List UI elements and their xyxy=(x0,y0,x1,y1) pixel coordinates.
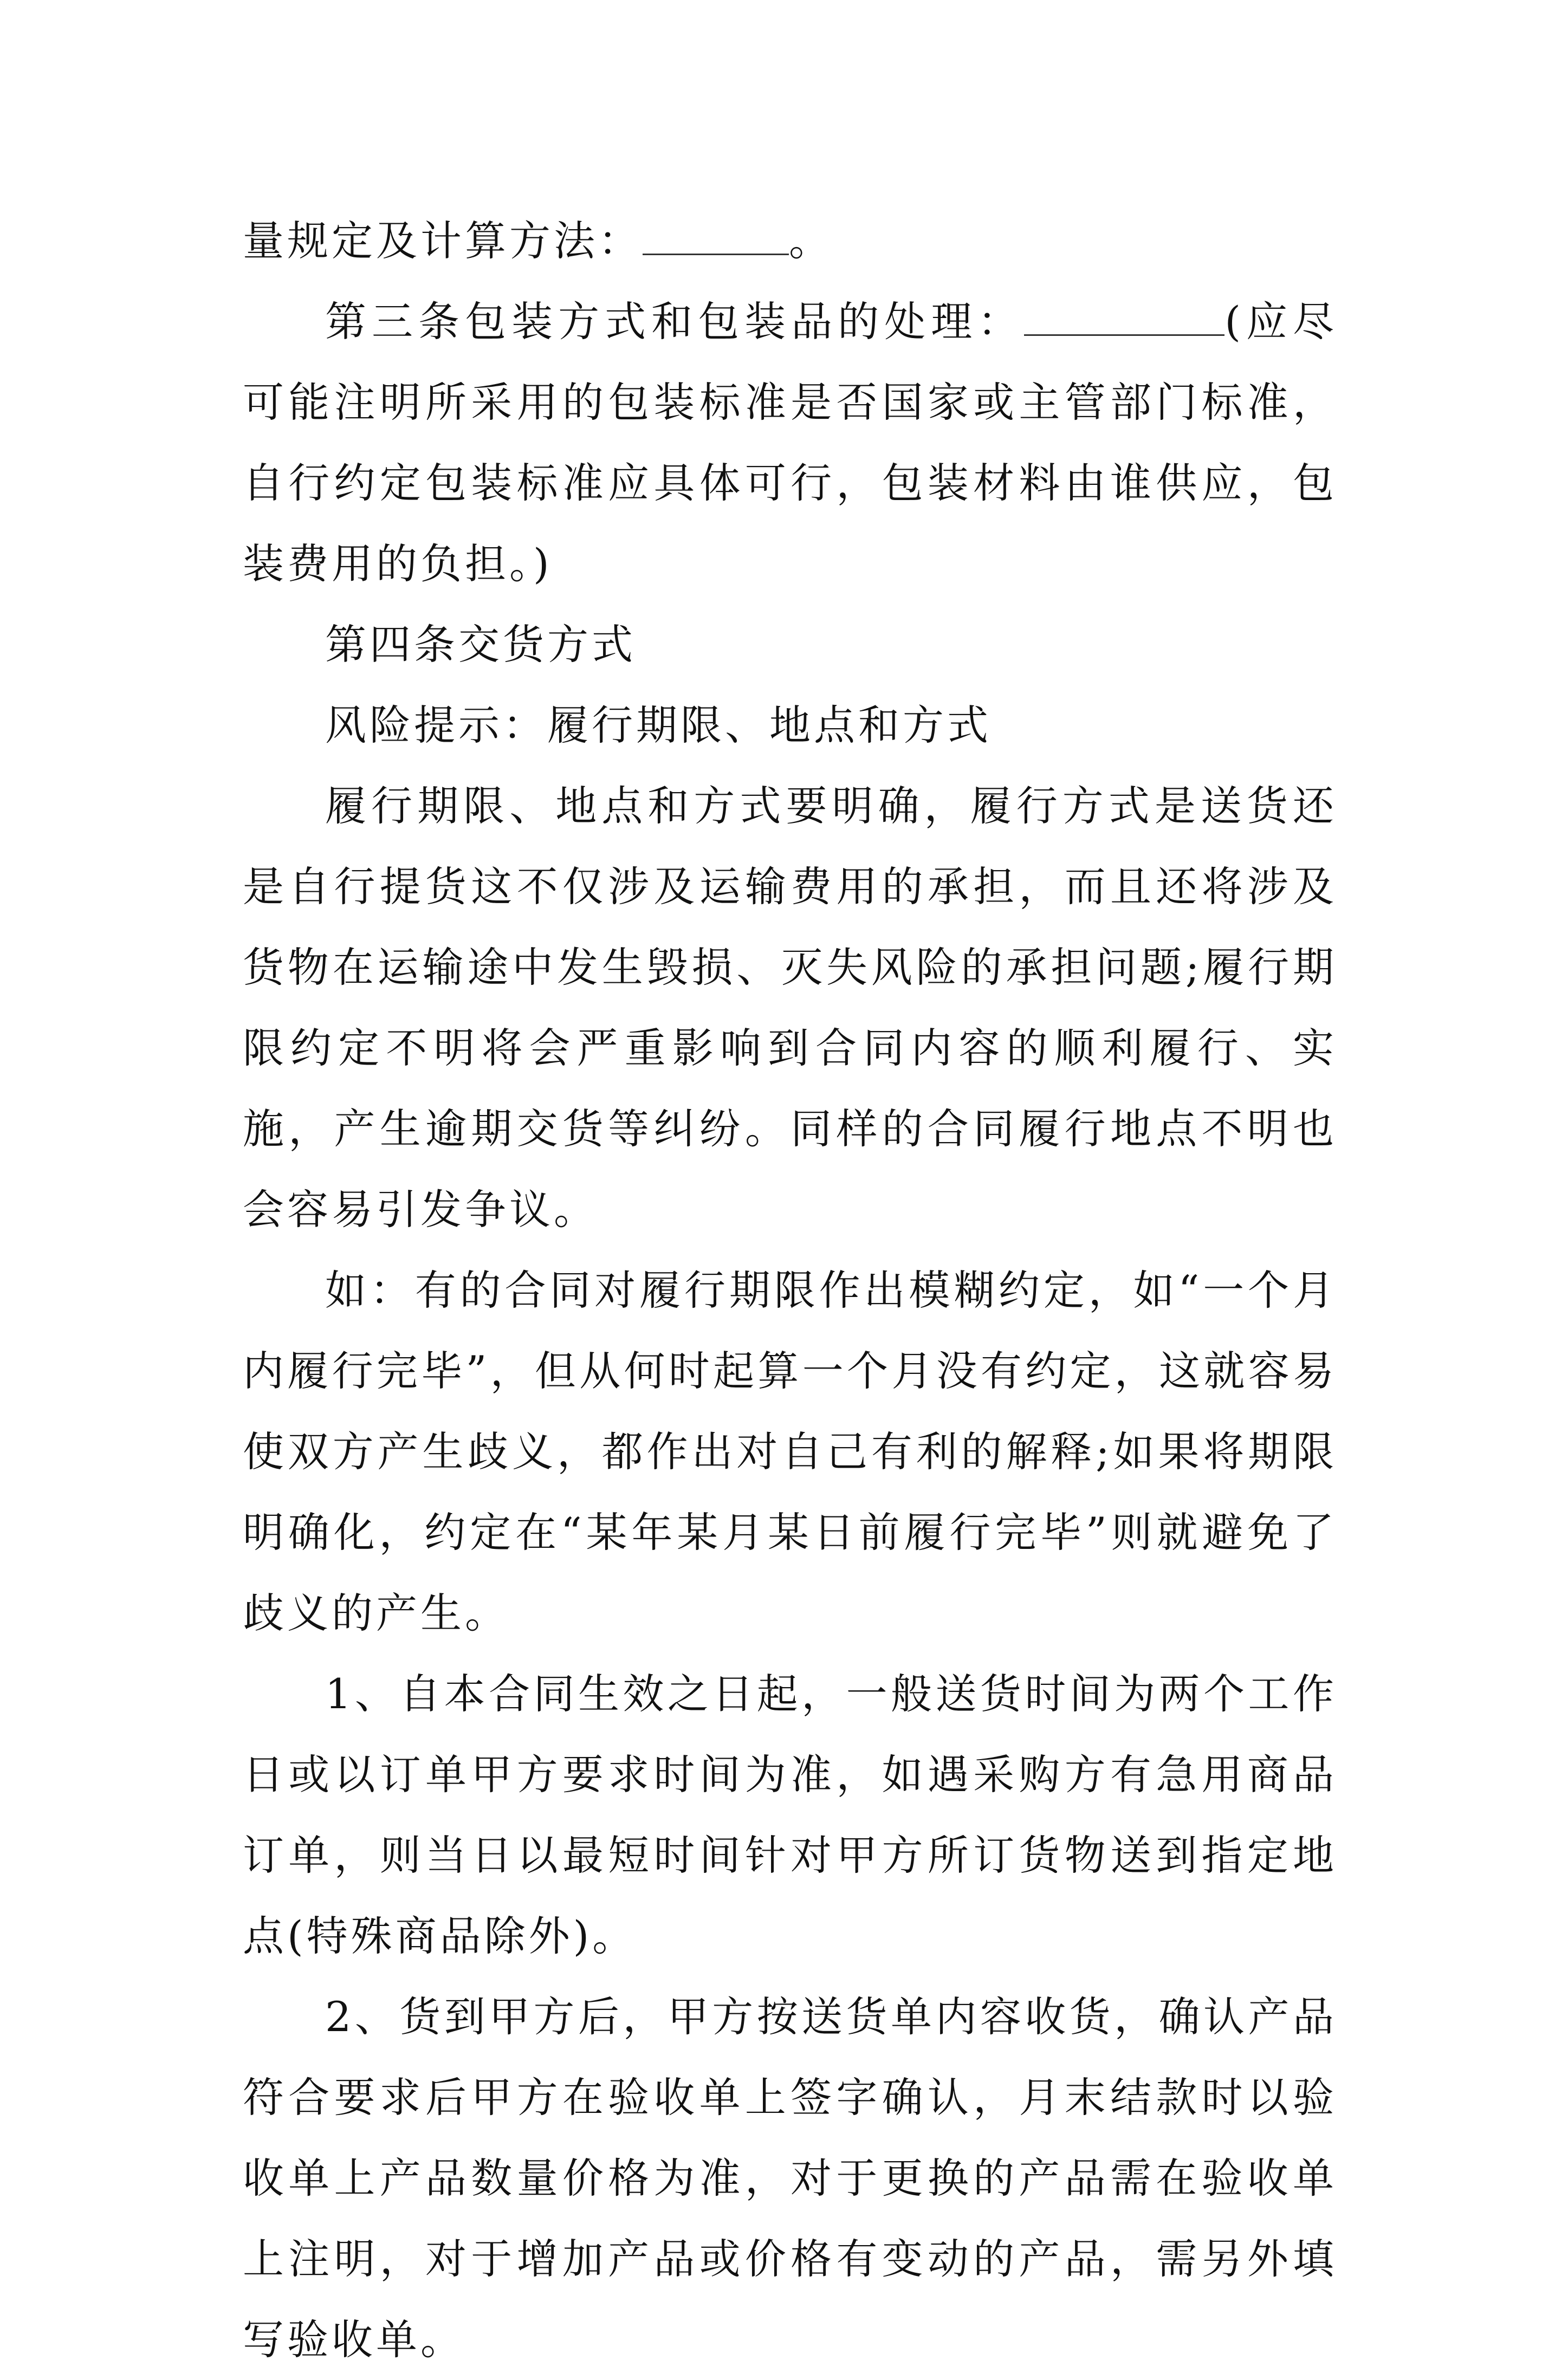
article-3-text: 第三条包装方式和包装品的处理： xyxy=(325,297,1025,346)
measurement-method-end: 。 xyxy=(789,217,833,265)
paragraph-delivery-item-2: 2、货到甲方后，甲方按送货单内容收货，确认产品符合要求后甲方在验收单上签字确认，月末结款时以验收单上产品数量价格为准，对于更换的产品需在验收单上注明，对于增加产品或价格有变动的产品，需另外填写验收单。 xyxy=(243,1993,1337,2364)
fill-in-blank xyxy=(1024,302,1224,336)
paragraph-article-3-packaging xyxy=(243,281,1337,604)
paragraph-delivery-item-1: 1、自本合同生效之日起，一般送货时间为两个工作日或以订单甲方要求时间为准，如遇采购方有急用商品订单，则当日以最短时间针对甲方所订货物送到指定地点(特殊商品除外)。 xyxy=(243,1670,1337,1960)
document-body xyxy=(243,200,1337,2380)
fill-in-blank xyxy=(643,221,789,255)
paragraph-measurement-method xyxy=(243,200,1337,281)
measurement-method-text: 量规定及计算方法： xyxy=(243,217,643,265)
article-3-note: (应尽可能注明所采用的包装标准是否国家或主管部门标准，自行约定包装标准应具体可行，包装材料由谁供应，包装费用的负担。) xyxy=(243,297,1338,588)
heading-article-4-delivery: 第四条交货方式 xyxy=(325,620,636,669)
paragraph-example: 如：有的合同对履行期限作出模糊约定，如“一个月内履行完毕”，但从何时起算一个月没有约定，这就容易使双方产生歧义，都作出对自己有利的解释;如果将期限明确化，约定在“某年某月某日前履行完毕”则就避免了歧义的产生。 xyxy=(243,1266,1337,1637)
risk-notice-heading: 风险提示：履行期限、地点和方式 xyxy=(325,701,992,749)
paragraph-performance-terms: 履行期限、地点和方式要明确，履行方式是送货还是自行提货这不仅涉及运输费用的承担，而且还将涉及货物在运输途中发生毁损、灭失风险的承担问题;履行期限约定不明将会严重影响到合同内容的顺利履行、实施，产生逾期交货等纠纷。同样的合同履行地点不明也会容易引发争议。 xyxy=(243,782,1337,1234)
